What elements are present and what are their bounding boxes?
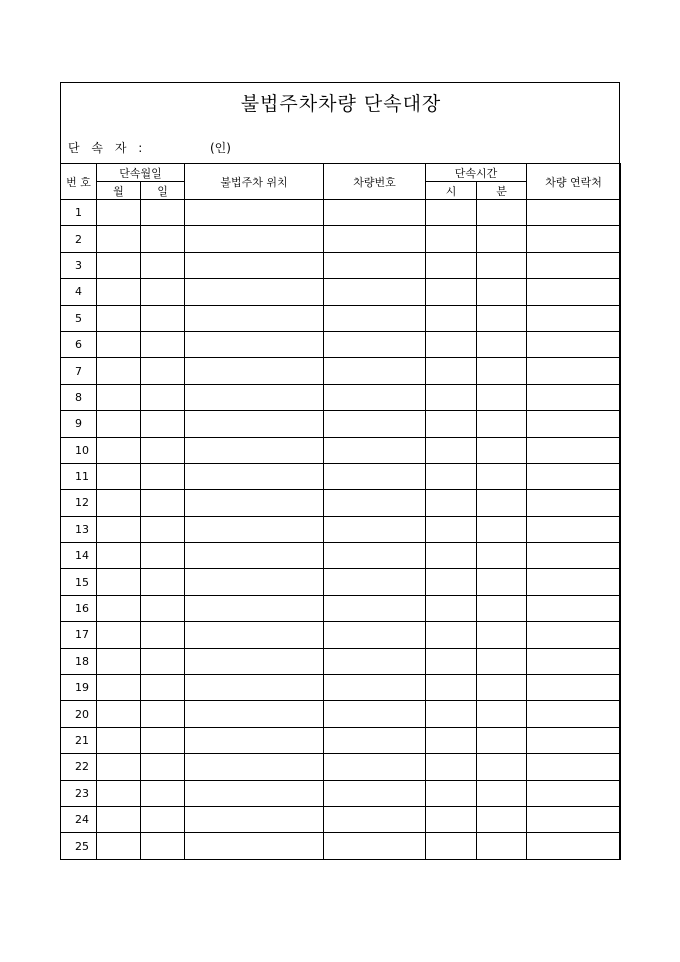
minute-cell[interactable] <box>477 411 527 437</box>
month-cell[interactable] <box>97 569 141 595</box>
row-number: 21 <box>61 727 97 753</box>
minute-cell[interactable] <box>477 595 527 621</box>
table-row <box>61 305 621 331</box>
hour-cell[interactable] <box>426 331 477 357</box>
header-day: 일 <box>141 182 185 200</box>
table-row <box>61 595 621 621</box>
plate-cell[interactable] <box>324 780 426 806</box>
hour-cell[interactable] <box>426 595 477 621</box>
location-cell[interactable] <box>185 384 324 410</box>
table-row <box>61 701 621 727</box>
row-number: 24 <box>61 806 97 832</box>
row-number: 12 <box>61 490 97 516</box>
hour-cell[interactable] <box>426 516 477 542</box>
hour-cell[interactable] <box>426 252 477 278</box>
day-cell[interactable] <box>141 490 185 516</box>
hour-cell[interactable] <box>426 358 477 384</box>
minute-cell[interactable] <box>477 543 527 569</box>
month-cell[interactable] <box>97 701 141 727</box>
table-row <box>61 516 621 542</box>
day-cell[interactable] <box>141 780 185 806</box>
table-row <box>61 833 621 859</box>
minute-cell[interactable] <box>477 516 527 542</box>
location-cell[interactable] <box>185 252 324 278</box>
minute-cell[interactable] <box>477 200 527 226</box>
month-cell[interactable] <box>97 543 141 569</box>
day-cell[interactable] <box>141 358 185 384</box>
day-cell[interactable] <box>141 754 185 780</box>
header-month: 월 <box>97 182 141 200</box>
contact-cell[interactable] <box>527 675 621 701</box>
header-number: 번 호 <box>61 164 97 200</box>
row-number: 8 <box>61 384 97 410</box>
contact-cell[interactable] <box>527 305 621 331</box>
table-row <box>61 727 621 753</box>
hour-cell[interactable] <box>426 833 477 859</box>
contact-cell[interactable] <box>527 252 621 278</box>
plate-cell[interactable] <box>324 490 426 516</box>
minute-cell[interactable] <box>477 780 527 806</box>
month-cell[interactable] <box>97 463 141 489</box>
header-time-group: 단속시간 <box>426 164 527 182</box>
minute-cell[interactable] <box>477 754 527 780</box>
contact-cell[interactable] <box>527 754 621 780</box>
plate-cell[interactable] <box>324 648 426 674</box>
header-contact: 차량 연락처 <box>527 164 621 200</box>
contact-cell[interactable] <box>527 543 621 569</box>
day-cell[interactable] <box>141 806 185 832</box>
row-number: 1 <box>61 200 97 226</box>
header-minute: 분 <box>477 182 527 200</box>
ledger-sheet <box>60 82 620 860</box>
day-cell[interactable] <box>141 252 185 278</box>
table-row <box>61 463 621 489</box>
plate-cell[interactable] <box>324 463 426 489</box>
day-cell[interactable] <box>141 675 185 701</box>
day-cell[interactable] <box>141 279 185 305</box>
month-cell[interactable] <box>97 727 141 753</box>
hour-cell[interactable] <box>426 701 477 727</box>
plate-cell[interactable] <box>324 226 426 252</box>
hour-cell[interactable] <box>426 648 477 674</box>
month-cell[interactable] <box>97 384 141 410</box>
row-number: 17 <box>61 622 97 648</box>
table-row <box>61 490 621 516</box>
hour-cell[interactable] <box>426 806 477 832</box>
location-cell[interactable] <box>185 305 324 331</box>
table-row <box>61 754 621 780</box>
row-number: 2 <box>61 226 97 252</box>
contact-cell[interactable] <box>527 833 621 859</box>
contact-cell[interactable] <box>527 200 621 226</box>
location-cell[interactable] <box>185 675 324 701</box>
row-number: 14 <box>61 543 97 569</box>
table-row <box>61 569 621 595</box>
location-cell[interactable] <box>185 463 324 489</box>
row-number: 6 <box>61 331 97 357</box>
day-cell[interactable] <box>141 226 185 252</box>
location-cell[interactable] <box>185 411 324 437</box>
contact-cell[interactable] <box>527 490 621 516</box>
plate-cell[interactable] <box>324 622 426 648</box>
plate-cell[interactable] <box>324 252 426 278</box>
plate-cell[interactable] <box>324 305 426 331</box>
day-cell[interactable] <box>141 331 185 357</box>
location-cell[interactable] <box>185 358 324 384</box>
month-cell[interactable] <box>97 622 141 648</box>
contact-cell[interactable] <box>527 384 621 410</box>
table-row <box>61 806 621 832</box>
contact-cell[interactable] <box>527 437 621 463</box>
minute-cell[interactable] <box>477 305 527 331</box>
hour-cell[interactable] <box>426 384 477 410</box>
hour-cell[interactable] <box>426 490 477 516</box>
row-number: 15 <box>61 569 97 595</box>
contact-cell[interactable] <box>527 279 621 305</box>
plate-cell[interactable] <box>324 437 426 463</box>
table-row <box>61 648 621 674</box>
month-cell[interactable] <box>97 358 141 384</box>
header-location: 불법주차 위치 <box>185 164 324 200</box>
plate-cell[interactable] <box>324 358 426 384</box>
location-cell[interactable] <box>185 754 324 780</box>
location-cell[interactable] <box>185 648 324 674</box>
month-cell[interactable] <box>97 305 141 331</box>
plate-cell[interactable] <box>324 569 426 595</box>
location-cell[interactable] <box>185 833 324 859</box>
month-cell[interactable] <box>97 411 141 437</box>
day-cell[interactable] <box>141 463 185 489</box>
day-cell[interactable] <box>141 200 185 226</box>
month-cell[interactable] <box>97 252 141 278</box>
hour-cell[interactable] <box>426 305 477 331</box>
minute-cell[interactable] <box>477 226 527 252</box>
plate-cell[interactable] <box>324 331 426 357</box>
day-cell[interactable] <box>141 384 185 410</box>
hour-cell[interactable] <box>426 437 477 463</box>
day-cell[interactable] <box>141 543 185 569</box>
row-number: 5 <box>61 305 97 331</box>
day-cell[interactable] <box>141 411 185 437</box>
month-cell[interactable] <box>97 437 141 463</box>
row-number: 13 <box>61 516 97 542</box>
contact-cell[interactable] <box>527 806 621 832</box>
minute-cell[interactable] <box>477 806 527 832</box>
table-row <box>61 543 621 569</box>
plate-cell[interactable] <box>324 516 426 542</box>
contact-cell[interactable] <box>527 648 621 674</box>
month-cell[interactable] <box>97 516 141 542</box>
location-cell[interactable] <box>185 437 324 463</box>
table-body <box>61 200 621 860</box>
day-cell[interactable] <box>141 833 185 859</box>
row-number: 19 <box>61 675 97 701</box>
hour-cell[interactable] <box>426 569 477 595</box>
day-cell[interactable] <box>141 701 185 727</box>
inspector-label: 단 속 자 : <box>68 141 147 155</box>
minute-cell[interactable] <box>477 279 527 305</box>
day-cell[interactable] <box>141 595 185 621</box>
contact-cell[interactable] <box>527 226 621 252</box>
location-cell[interactable] <box>185 200 324 226</box>
hour-cell[interactable] <box>426 279 477 305</box>
day-cell[interactable] <box>141 569 185 595</box>
row-number: 18 <box>61 648 97 674</box>
location-cell[interactable] <box>185 780 324 806</box>
month-cell[interactable] <box>97 648 141 674</box>
row-number: 16 <box>61 595 97 621</box>
row-number: 25 <box>61 833 97 859</box>
month-cell[interactable] <box>97 490 141 516</box>
location-cell[interactable] <box>185 490 324 516</box>
hour-cell[interactable] <box>426 754 477 780</box>
minute-cell[interactable] <box>477 675 527 701</box>
location-cell[interactable] <box>185 622 324 648</box>
minute-cell[interactable] <box>477 331 527 357</box>
month-cell[interactable] <box>97 675 141 701</box>
row-number: 11 <box>61 463 97 489</box>
contact-cell[interactable] <box>527 411 621 437</box>
row-number: 22 <box>61 754 97 780</box>
row-number: 3 <box>61 252 97 278</box>
header-date-group: 단속월일 <box>97 164 185 182</box>
header-plate: 차량번호 <box>324 164 426 200</box>
month-cell[interactable] <box>97 226 141 252</box>
minute-cell[interactable] <box>477 569 527 595</box>
table-row <box>61 226 621 252</box>
minute-cell[interactable] <box>477 701 527 727</box>
page-title: 불법주차차량 단속대장 <box>240 93 442 115</box>
minute-cell[interactable] <box>477 358 527 384</box>
table-row <box>61 622 621 648</box>
month-cell[interactable] <box>97 331 141 357</box>
month-cell[interactable] <box>97 754 141 780</box>
plate-cell[interactable] <box>324 806 426 832</box>
location-cell[interactable] <box>185 727 324 753</box>
day-cell[interactable] <box>141 305 185 331</box>
month-cell[interactable] <box>97 595 141 621</box>
contact-cell[interactable] <box>527 595 621 621</box>
location-cell[interactable] <box>185 595 324 621</box>
hour-cell[interactable] <box>426 780 477 806</box>
location-cell[interactable] <box>185 516 324 542</box>
contact-cell[interactable] <box>527 780 621 806</box>
plate-cell[interactable] <box>324 754 426 780</box>
contact-cell[interactable] <box>527 358 621 384</box>
location-cell[interactable] <box>185 279 324 305</box>
day-cell[interactable] <box>141 622 185 648</box>
minute-cell[interactable] <box>477 833 527 859</box>
location-cell[interactable] <box>185 331 324 357</box>
hour-cell[interactable] <box>426 675 477 701</box>
day-cell[interactable] <box>141 437 185 463</box>
header-hour: 시 <box>426 182 477 200</box>
row-number: 4 <box>61 279 97 305</box>
month-cell[interactable] <box>97 200 141 226</box>
table-row <box>61 675 621 701</box>
hour-cell[interactable] <box>426 463 477 489</box>
hour-cell[interactable] <box>426 200 477 226</box>
plate-cell[interactable] <box>324 543 426 569</box>
table-row <box>61 358 621 384</box>
minute-cell[interactable] <box>477 727 527 753</box>
plate-cell[interactable] <box>324 701 426 727</box>
month-cell[interactable] <box>97 806 141 832</box>
minute-cell[interactable] <box>477 463 527 489</box>
day-cell[interactable] <box>141 516 185 542</box>
table-row <box>61 437 621 463</box>
hour-cell[interactable] <box>426 727 477 753</box>
row-number: 10 <box>61 437 97 463</box>
table-row <box>61 331 621 357</box>
table-row <box>61 384 621 410</box>
plate-cell[interactable] <box>324 675 426 701</box>
plate-cell[interactable] <box>324 833 426 859</box>
plate-cell[interactable] <box>324 279 426 305</box>
location-cell[interactable] <box>185 543 324 569</box>
plate-cell[interactable] <box>324 384 426 410</box>
inspector-row <box>68 139 231 156</box>
row-number: 20 <box>61 701 97 727</box>
plate-cell[interactable] <box>324 727 426 753</box>
minute-cell[interactable] <box>477 490 527 516</box>
minute-cell[interactable] <box>477 648 527 674</box>
month-cell[interactable] <box>97 833 141 859</box>
table-row <box>61 780 621 806</box>
row-number: 9 <box>61 411 97 437</box>
month-cell[interactable] <box>97 279 141 305</box>
enforcement-table <box>60 163 621 860</box>
minute-cell[interactable] <box>477 622 527 648</box>
row-number: 7 <box>61 358 97 384</box>
table-row <box>61 252 621 278</box>
location-cell[interactable] <box>185 226 324 252</box>
contact-cell[interactable] <box>527 701 621 727</box>
day-cell[interactable] <box>141 648 185 674</box>
location-cell[interactable] <box>185 806 324 832</box>
location-cell[interactable] <box>185 701 324 727</box>
minute-cell[interactable] <box>477 437 527 463</box>
contact-cell[interactable] <box>527 516 621 542</box>
day-cell[interactable] <box>141 727 185 753</box>
contact-cell[interactable] <box>527 463 621 489</box>
plate-cell[interactable] <box>324 200 426 226</box>
contact-cell[interactable] <box>527 622 621 648</box>
table-row <box>61 279 621 305</box>
minute-cell[interactable] <box>477 252 527 278</box>
hour-cell[interactable] <box>426 543 477 569</box>
hour-cell[interactable] <box>426 226 477 252</box>
table-row <box>61 411 621 437</box>
contact-cell[interactable] <box>527 727 621 753</box>
contact-cell[interactable] <box>527 331 621 357</box>
minute-cell[interactable] <box>477 384 527 410</box>
month-cell[interactable] <box>97 780 141 806</box>
row-number: 23 <box>61 780 97 806</box>
hour-cell[interactable] <box>426 411 477 437</box>
plate-cell[interactable] <box>324 411 426 437</box>
contact-cell[interactable] <box>527 569 621 595</box>
seal-label: (인) <box>210 141 231 155</box>
plate-cell[interactable] <box>324 595 426 621</box>
table-row <box>61 200 621 226</box>
hour-cell[interactable] <box>426 622 477 648</box>
location-cell[interactable] <box>185 569 324 595</box>
